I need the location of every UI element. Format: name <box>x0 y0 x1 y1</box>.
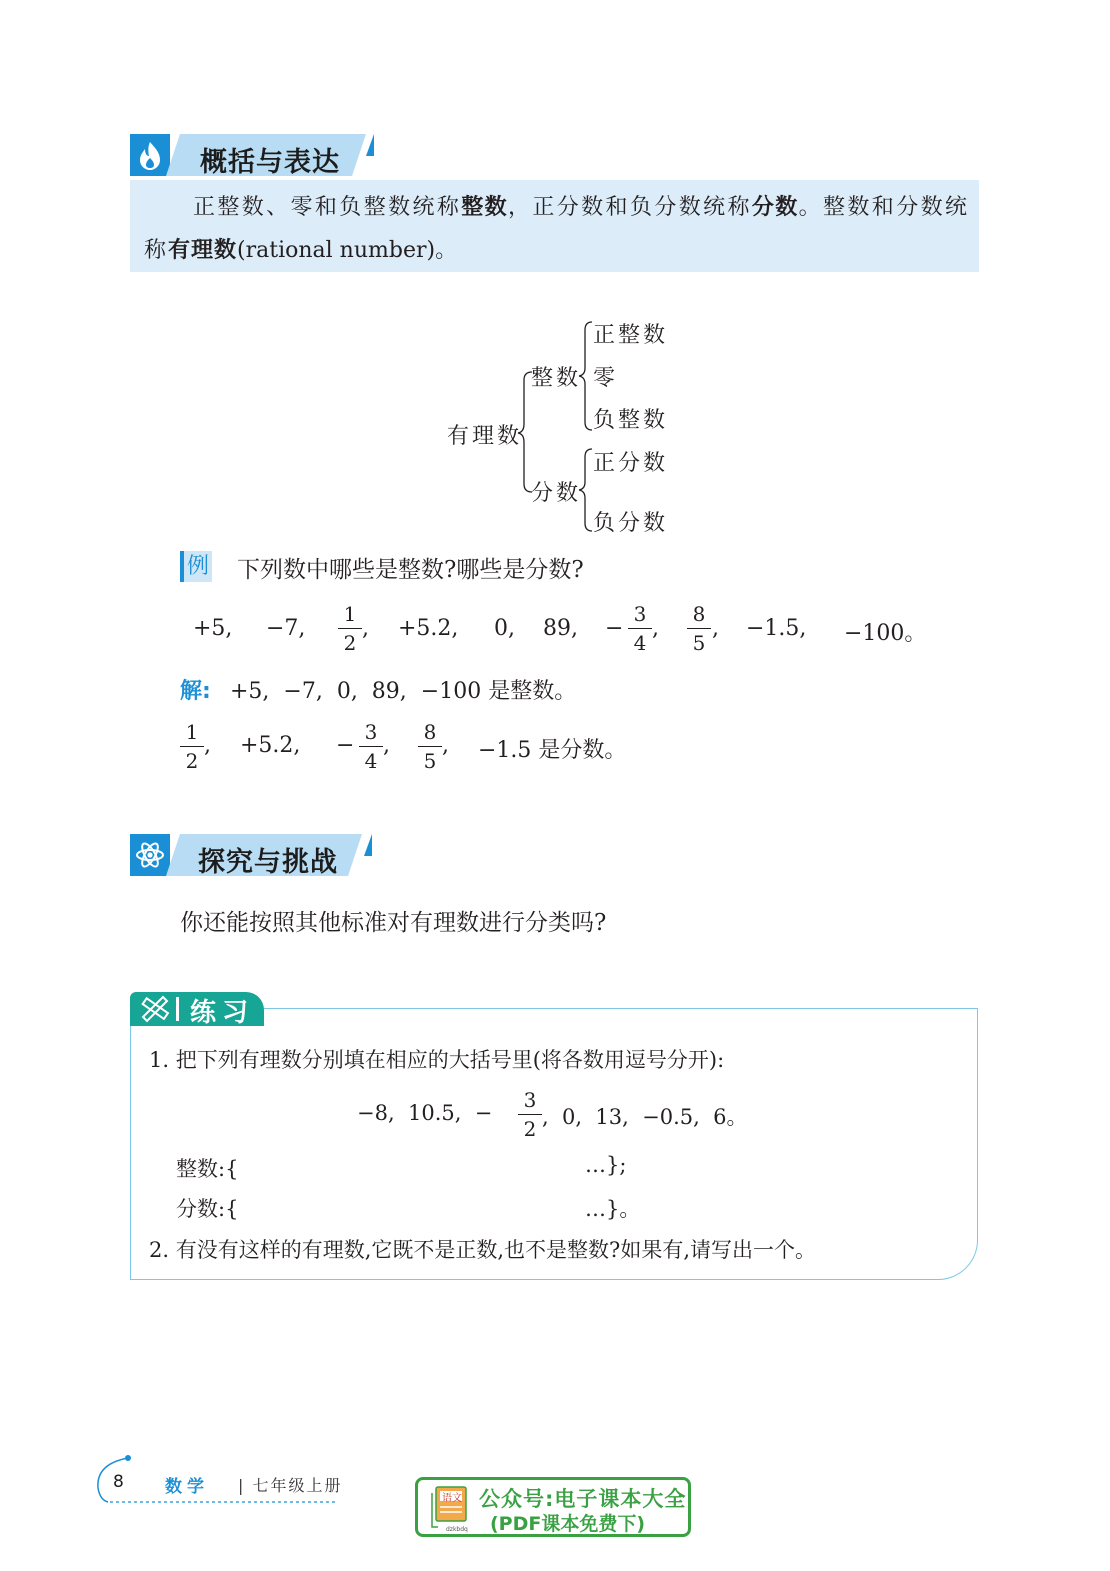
num-item: , <box>362 616 369 641</box>
tree-positive-fraction: 正分数 <box>593 451 669 476</box>
fraction-bar <box>418 746 442 747</box>
text-span: 正整数、零和负整数统称 <box>193 195 462 220</box>
numerator: 1 <box>343 602 357 626</box>
page-number: 8 <box>113 1472 124 1492</box>
practice-q1: 1. 把下列有理数分别填在相应的大括号里(将各数用逗号分开): <box>149 1048 725 1072</box>
fraction-three-quarters <box>628 601 652 656</box>
tree-positive-integer: 正整数 <box>593 323 669 348</box>
denominator: 2 <box>523 1117 537 1141</box>
numerator: 3 <box>523 1088 537 1112</box>
num-item: − <box>605 616 624 641</box>
section-header-explore <box>130 834 380 876</box>
fraction-eight-fifths <box>418 719 442 774</box>
num-item: +5, <box>193 616 233 641</box>
fraction-half <box>338 601 362 656</box>
numerator: 8 <box>423 720 437 744</box>
watermark-line-2: (PDF课本免费下) <box>490 1513 646 1535</box>
tree-integer: 整数 <box>531 366 582 391</box>
denominator: 5 <box>423 749 437 773</box>
solution-line-1: +5, −7, 0, 89, −100 是整数。 <box>230 679 577 704</box>
text-span: 。整数和分数统称 <box>144 195 969 263</box>
num-item: , <box>712 616 719 641</box>
denominator: 5 <box>692 631 706 655</box>
denominator: 2 <box>185 749 199 773</box>
tree-negative-fraction: 负分数 <box>593 511 669 536</box>
denominator: 4 <box>633 631 647 655</box>
fraction-three-quarters <box>359 719 383 774</box>
num-item: , <box>204 733 211 758</box>
fraction-bar <box>180 746 204 747</box>
solution-label: 解: <box>180 679 211 704</box>
term-fraction: 分数 <box>751 195 799 220</box>
practice-q2: 2. 有没有这样的有理数,它既不是正数,也不是整数?如果有,请写出一个。 <box>149 1238 816 1262</box>
example-question: 下列数中哪些是整数?哪些是分数? <box>237 557 584 583</box>
fraction-half <box>180 719 204 774</box>
tree-negative-integer: 负整数 <box>593 408 669 433</box>
fraction-bar <box>359 746 383 747</box>
denominator: 2 <box>343 631 357 655</box>
practice-title: 练习 <box>190 998 255 1028</box>
book-icon-caption: dzkbdq <box>446 1526 468 1533</box>
numerator: 1 <box>185 720 199 744</box>
term-integer: 整数 <box>461 195 509 220</box>
text-span: ，正分数和负分数统称 <box>508 195 752 220</box>
integer-set-label: 整数:{ <box>176 1157 239 1181</box>
footer-subject: 数学 <box>165 1477 209 1497</box>
fraction-set-end: …}。 <box>585 1197 641 1221</box>
fraction-eight-fifths <box>687 601 711 656</box>
num-item: −100。 <box>844 621 927 646</box>
watermark-line-1: 公众号:电子课本大全 <box>479 1487 687 1511</box>
example-tag: 例 <box>180 551 212 582</box>
fraction-bar <box>687 628 711 629</box>
num-item: , 0, 13, −0.5, 6。 <box>542 1105 748 1129</box>
pencil-ruler-icon <box>138 995 172 1023</box>
num-item: 0, <box>494 616 515 641</box>
denominator: 4 <box>364 749 378 773</box>
section-title: 概括与表达 <box>200 147 340 178</box>
atom-icon-box <box>130 834 170 876</box>
num-item: +5.2, <box>398 616 459 641</box>
num-item: − <box>336 733 355 758</box>
num-item: −8, 10.5, − <box>357 1101 493 1125</box>
term-rational: 有理数 <box>168 238 238 263</box>
book-icon-text: 语文 <box>442 1493 462 1504</box>
fraction-three-halves <box>518 1087 542 1142</box>
numerator: 3 <box>364 720 378 744</box>
tree-root: 有理数 <box>447 424 523 449</box>
num-item: −1.5 是分数。 <box>478 738 627 763</box>
numerator: 3 <box>633 602 647 626</box>
num-item: 89, <box>543 616 578 641</box>
integer-set-end: …}; <box>585 1153 627 1177</box>
footer-grade: | 七年级上册 <box>238 1476 343 1495</box>
tree-fraction: 分数 <box>531 481 582 506</box>
tree-zero: 零 <box>593 366 619 391</box>
num-item: −1.5, <box>746 616 807 641</box>
explore-question: 你还能按照其他标准对有理数进行分类吗? <box>180 910 607 936</box>
section-accent <box>364 834 372 856</box>
fraction-bar <box>628 628 652 629</box>
num-item: , <box>383 733 390 758</box>
section-title: 探究与挑战 <box>198 847 338 878</box>
text-span: (rational number)。 <box>237 238 458 263</box>
num-item: +5.2, <box>240 733 301 758</box>
fraction-set-label: 分数:{ <box>176 1197 239 1221</box>
fraction-bar <box>518 1114 542 1115</box>
tab-divider <box>176 997 179 1021</box>
fraction-bar <box>338 628 362 629</box>
num-item: , <box>442 733 449 758</box>
atom-icon <box>130 834 170 876</box>
num-item: , <box>652 616 659 641</box>
numerator: 8 <box>692 602 706 626</box>
num-item: −7, <box>266 616 306 641</box>
